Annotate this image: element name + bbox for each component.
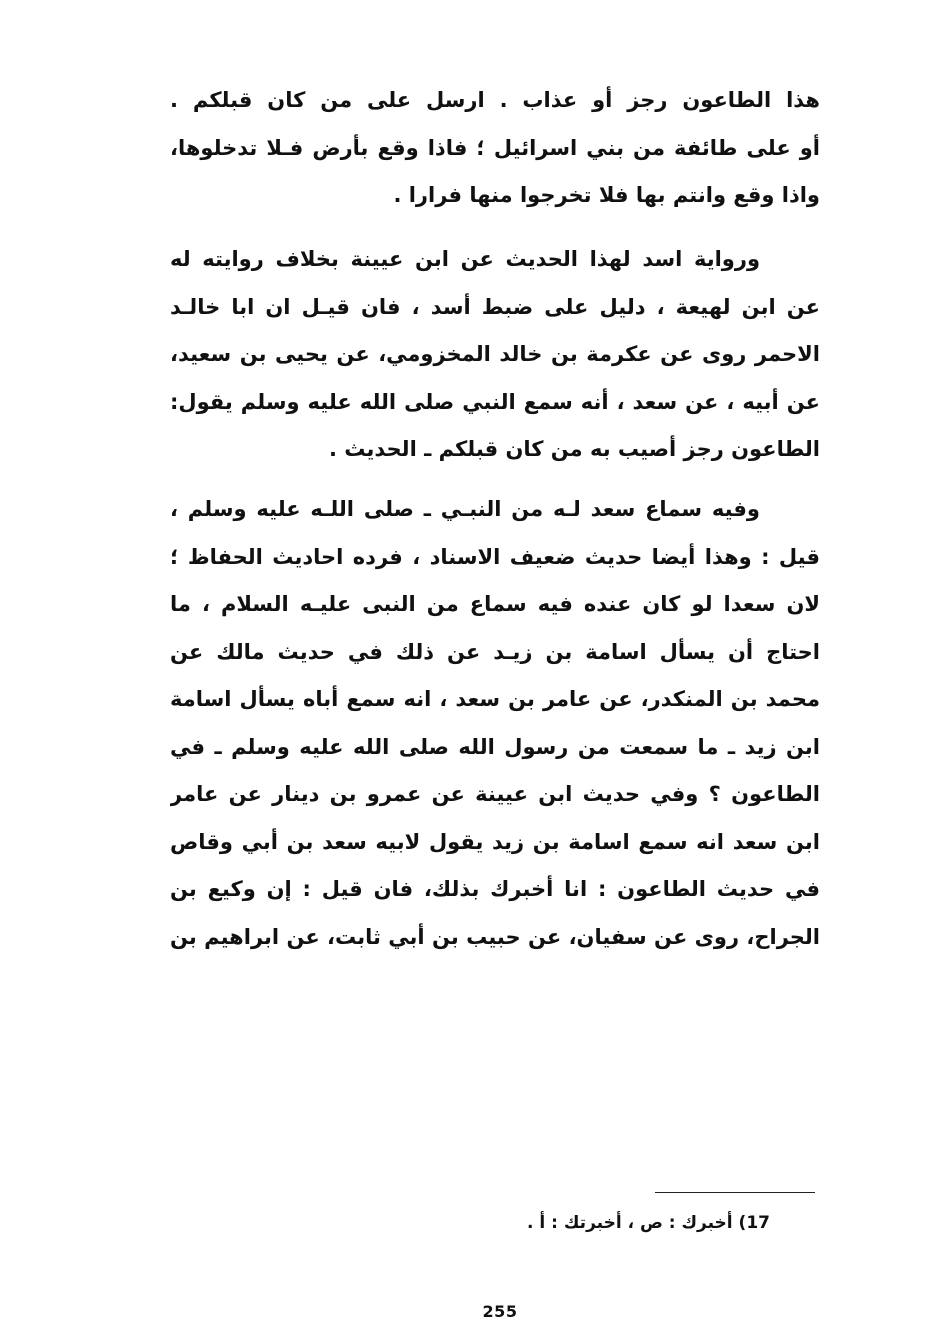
text-line: واذا وقع وانتم بها فلا تخرجوا منها فرارا . [393,183,820,207]
paragraph-3 [170,486,820,961]
text-line: محمد بن المنكدر، عن عامر بن سعد ، انه سمع أباه يسأل اسامة [170,687,820,711]
text-line: ابن زيد ـ ما سمعت من رسول الله صلى الله عليه وسلم ـ في [170,734,820,759]
text-line: ابن سعد انه سمع اسامة بن زيد يقول لابيه سعد بن أبي وقاص [170,829,820,854]
text-line: ورواية اسد لهذا الحديث عن ابن عيينة بخلاف روايته له [170,247,760,271]
text-line: لان سعدا لو كان عنده فيه سماع من النبى عليـه السلام ، ما [170,592,820,616]
text-line: وفيه سماع سعد لـه من النبـي ـ صلى اللـه عليه وسلم ، [170,497,760,521]
text-line: الطاعون رجز أصيب به من كان قبلكم ـ الحديث . [329,437,820,461]
text-line: قيل : وهذا أيضا حديث ضعيف الاسناد ، فرده احاديث الحفاظ ؛ [170,544,820,569]
paragraph-1 [170,77,820,220]
text-line: هذا الطاعون رجز أو عذاب . ارسل على من كان قبلكم . [170,88,820,112]
text-line: الطاعون ؟ وفي حديث ابن عيينة عن عمرو بن دينار عن عامر [170,782,820,806]
text-line: الاحمر روى عن عكرمة بن خالد المخزومي، عن يحيى بن سعيد، [170,342,820,366]
text-line: عن أبيه ، عن سعد ، أنه سمع النبي صلى الله عليه وسلم يقول: [170,389,820,414]
footnote: 17) أخبرك : ص ، أخبرتك : أ . [527,1213,770,1233]
page-number: 255 [482,1302,518,1321]
text-line: احتاج أن يسأل اسامة بن زيـد عن ذلك في حديث مالك عن [170,639,820,664]
text-line: أو على طائفة من بني اسرائيل ؛ فاذا وقع بأرض فـلا تدخلوها، [170,135,820,160]
text-line: عن ابن لهيعة ، دليل على ضبط أسد ، فان قيـل ان ابا خالـد [170,294,820,319]
text-line: الجراح، روى عن سفيان، عن حبيب بن أبي ثابت، عن ابراهيم بن [170,924,820,949]
text-line: في حديث الطاعون : انا أخبرك بذلك، فان قيل : إن وكيع بن [170,877,820,901]
footnote-divider [655,1192,815,1193]
paragraph-2 [170,236,820,474]
